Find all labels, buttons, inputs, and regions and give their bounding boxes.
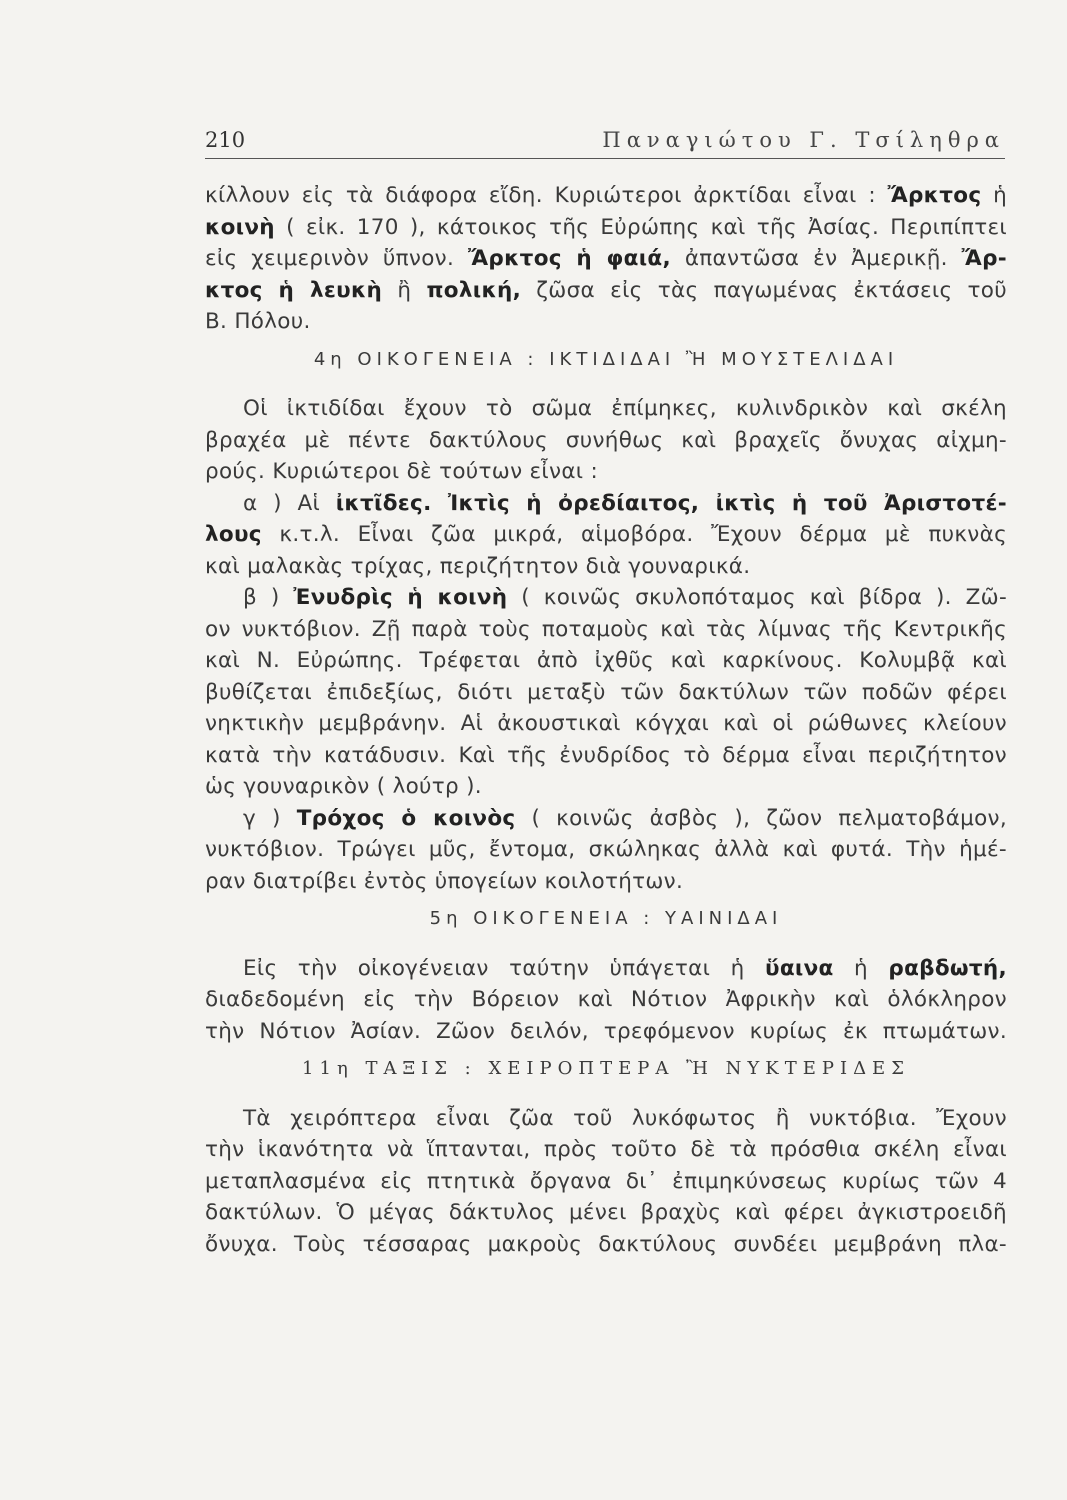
text-run: ἢ	[382, 277, 427, 303]
text-line	[205, 306, 1007, 338]
text-run: ( κοινῶς ἀσβὸς ), ζῶον πελματοβάμον,	[515, 805, 1007, 831]
text-run: ἀπαντῶσα ἐν Ἀμερικῇ.	[670, 246, 962, 271]
text-line	[205, 953, 1007, 985]
text-line	[205, 771, 1007, 803]
text-line	[205, 488, 1007, 520]
text-line	[205, 180, 1007, 212]
page-header	[205, 122, 1005, 159]
text-line	[205, 1016, 1007, 1048]
text-run: καὶ μαλακὰς τρίχας, περιζήτητον διὰ γουναρικά.	[205, 553, 751, 579]
bold-term: Ἄρ-	[961, 246, 1007, 271]
text-line	[205, 1197, 1007, 1229]
text-run: ἡ	[833, 955, 889, 981]
text-run: ( εἰκ. 170 ), κάτοικος τῆς Εὐρώπης καὶ τῆς Ἀσίας. Περιπίπτει	[274, 214, 1007, 240]
page-number: 210	[205, 128, 246, 152]
text-run: ( κοινῶς σκυλοπόταμος καὶ βίδρα ). Ζῶ-	[507, 585, 1007, 610]
text-run: γ )	[243, 805, 297, 831]
bold-term: Τρόχος ὁ κοινὸς	[296, 805, 516, 831]
text-line	[205, 614, 1007, 646]
text-line	[205, 243, 1007, 275]
text-line	[205, 984, 1007, 1016]
bold-term: Ἄρκτος	[887, 183, 982, 208]
text-run: α ) Αἱ	[243, 490, 336, 516]
text-line	[205, 834, 1007, 866]
text-run: κ.τ.λ. Εἶναι ζῶα μικρά, αἱμοβόρα. Ἔχουν δέρμα μὲ πυκνὰς	[261, 522, 1007, 547]
text-line	[205, 393, 1007, 425]
section-heading	[205, 344, 1007, 376]
section-heading	[205, 903, 1007, 935]
text-line	[205, 1103, 1007, 1135]
text-line	[205, 456, 1007, 488]
text-run: διαδεδομένη εἰς τὴν Βόρειον καὶ Νότιον Ἀφρικὴν καὶ ὁλόκληρον	[205, 987, 1007, 1012]
text-line	[205, 708, 1007, 740]
text-run: ἡ	[981, 183, 1007, 208]
text-run: 11η ΤΑΞΙΣ : ΧΕΙΡΟΠΤΕΡΑ Ἢ ΝΥΚΤΕΡΙΔΕΣ	[302, 1058, 910, 1079]
text-run: κίλλουν εἰς τὰ διάφορα εἴδη. Κυριώτεροι ἀρκτίδαι εἶναι :	[205, 183, 888, 208]
text-run: ον νυκτόβιον. Ζῇ παρὰ τοὺς ποταμοὺς καὶ τὰς λίμνας τῆς Κεντρικῆς	[205, 616, 1007, 642]
text-run: Β. Πόλου.	[205, 309, 311, 334]
text-line	[205, 1229, 1007, 1261]
text-run: β )	[243, 585, 294, 610]
text-run: δακτύλων. Ὁ μέγας δάκτυλος μένει βραχὺς καὶ φέρει ἀγκιστροειδῆ	[205, 1200, 1007, 1225]
bold-term: πολική,	[426, 277, 522, 303]
bold-term: κοινὴ	[205, 214, 275, 240]
bold-term: Ἄρκτος ἡ φαιά,	[468, 246, 671, 271]
text-run: Τὰ χειρόπτερα εἶναι ζῶα τοῦ λυκόφωτος ἢ νυκτόβια. Ἔχουν	[243, 1105, 1007, 1131]
text-line	[205, 425, 1007, 457]
text-line	[205, 1134, 1007, 1166]
text-run: ραν διατρίβει ἐντὸς ὑπογείων κοιλοτήτων.	[205, 868, 684, 894]
text-run: ρούς. Κυριώτεροι δὲ τούτων εἶναι :	[205, 459, 599, 484]
bold-term: Ἐνυδρὶς ἡ κοινὴ	[293, 585, 508, 610]
bold-term: ἰκτῖδες. Ἰκτὶς ἡ ὀρεδίαιτος, ἰκτὶς ἡ τοῦ Ἀριστοτέ-	[335, 490, 1007, 516]
text-run: νυκτόβιον. Τρώγει μῦς, ἔντομα, σκώληκας ἀλλὰ καὶ φυτά. Τὴν ἡμέ-	[205, 837, 1007, 862]
text-line	[205, 275, 1007, 307]
bold-term: ραβδωτή,	[888, 955, 1007, 981]
section-heading	[205, 1053, 1007, 1085]
text-run: καὶ Ν. Εὐρώπης. Τρέφεται ἀπὸ ἰχθῦς καὶ καρκίνους. Κολυμβᾷ καὶ	[205, 648, 1007, 673]
text-line	[205, 212, 1007, 244]
bold-term: κτος ἡ λευκὴ	[205, 277, 383, 303]
text-run: τὴν ἱκανότητα νὰ ἵπτανται, πρὸς τοῦτο δὲ τὰ πρόσθια σκέλη εἶναι	[205, 1137, 1007, 1162]
running-head: Παναγιώτου Γ. Τσίληθρα	[602, 128, 1005, 152]
text-line	[205, 582, 1007, 614]
text-run: εἰς χειμερινὸν ὕπνον.	[205, 246, 469, 271]
text-run: νηκτικὴν μεμβράνην. Αἱ ἀκουστικαὶ κόγχαι καὶ οἱ ρώθωνες κλείουν	[205, 711, 1007, 736]
text-run: κατὰ τὴν κατάδυσιν. Καὶ τῆς ἐνυδρίδος τὸ δέρμα εἶναι περιζήτητον	[205, 742, 1007, 768]
text-run: Οἱ ἰκτιδίδαι ἔχουν τὸ σῶμα ἐπίμηκες, κυλινδρικὸν καὶ σκέλη	[243, 396, 1007, 421]
text-line	[205, 519, 1007, 551]
text-run: τὴν Νότιον Ἀσίαν. Ζῶον δειλόν, τρεφόμενον κυρίως ἐκ πτωμάτων.	[205, 1018, 1007, 1044]
text-line	[205, 677, 1007, 709]
text-line	[205, 1166, 1007, 1198]
text-run: 5η ΟΙΚΟΓΕΝΕΙΑ : ΥΑΙΝΙΔΑΙ	[429, 908, 783, 929]
text-run: βραχέα μὲ πέντε δακτύλους συνήθως καὶ βραχεῖς ὄνυχας αἰχμη-	[205, 427, 1007, 453]
text-line	[205, 645, 1007, 677]
body-text	[205, 180, 1007, 1260]
text-line	[205, 803, 1007, 835]
text-run: βυθίζεται ἐπιδεξίως, διότι μεταξὺ τῶν δακτύλων τῶν ποδῶν φέρει	[205, 679, 1007, 705]
text-line	[205, 866, 1007, 898]
text-line	[205, 551, 1007, 583]
text-run: ὄνυχα. Τοὺς τέσσαρας μακροὺς δακτύλους συνδέει μεμβράνη πλα-	[205, 1231, 1007, 1257]
text-run: 4η ΟΙΚΟΓΕΝΕΙΑ : ΙΚΤΙΔΙΔΑΙ Ἢ ΜΟΥΣΤΕΛΙΔΑΙ	[313, 348, 899, 370]
bold-term: λους	[205, 522, 262, 547]
text-run: ὡς γουναρικὸν ( λούτρ ).	[205, 774, 482, 799]
text-run: ζῶσα εἰς τὰς παγωμένας ἐκτάσεις τοῦ	[521, 277, 1007, 303]
text-line	[205, 740, 1007, 772]
bold-term: ὕαινα	[765, 955, 834, 981]
text-run: μεταπλασμένα εἰς πτητικὰ ὄργανα δι᾿ ἐπιμηκύνσεως κυρίως τῶν 4	[205, 1168, 1007, 1194]
text-run: Εἰς τὴν οἰκογένειαν ταύτην ὑπάγεται ἡ	[243, 955, 765, 981]
